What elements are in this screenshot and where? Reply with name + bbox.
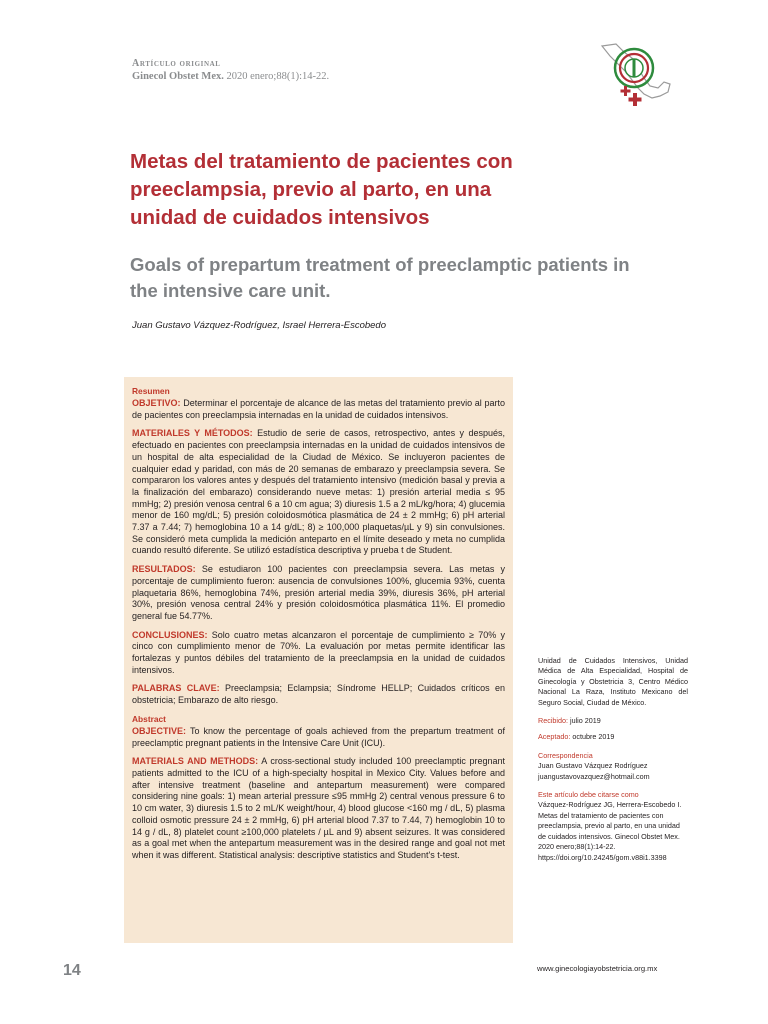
conclusiones-label: CONCLUSIONES: [132,629,208,640]
resumen-heading: Resumen [132,386,170,396]
objective-paragraph [132,726,505,749]
palabras-clave-paragraph [132,683,505,706]
metodos-paragraph [132,428,505,557]
title-english: Goals of prepartum treatment of preeclamptic patients in the intensive care unit. [130,254,630,301]
conclusiones-text: Solo cuatro metas alcanzaron el porcentaje de cumplimiento ≥ 70% y cinco con cumplimiento menor de 70%. La evaluación por metas permite identificar las fortalezas y puntos débiles del tratamiento de la preeclampsia en la unidad de cuidados intensivos. [132,629,505,675]
correspondence-email[interactable]: juangustavovazquez@hotmail.com [538,771,650,781]
methods-text: A cross-sectional study included 100 preeclamptic pregnant patients admitted to the ICU of a high-specialty hospital in Mexico City. Values before and after intensive treatment (baseline and antepartum measurement) were compared considering nine goals: 1) mean arterial pressure ≤95 mmHg 2) central venous pressure 6 to 10 cm water, 3) diuresis 1.5 to 2 mL/K weight/hour, 4) blood glucose <160 mg / dL, 5) plasma colloid osmotic pressure 24 ± 2 mmHg, 6) pH arterial blood 7.37 to 7.44, 7) hemoglobin 10 to 14 g / dL, 8) platelet count ≥100,000 platelets / µL and 9) absent seizures. It was considered as a goal met when the antepartum measurement was in the desired range and goal not met when it was different. Statistical analysis: descriptive statistics and Student's t-test. [132,756,505,860]
accepted-date: octubre 2019 [572,732,615,742]
correspondence-label: Correspondencia [538,750,593,760]
citation-text: Vázquez-Rodríguez JG, Herrera-Escobedo I. Metas del tratamiento de pacientes con preeclampsia, previo al parto, en una unidad de cuidados intensivos. Ginecol Obstet Mex. 2020 enero;88(1):14-22. [538,800,682,852]
metodos-label: MATERIALES Y MÉTODOS: [132,428,253,439]
abstract-heading: Abstract [132,713,166,724]
sidebar-info [538,656,688,863]
palabras-clave-text: Preeclampsia; Eclampsia; Síndrome HELLP; Cuidados críticos en obstetricia; Embarazo de alto riesgo. [132,683,505,706]
cite-as-label: Este artículo debe citarse como [538,790,639,800]
objetivo-text: Determinar el porcentaje de alcance de las metas del tratamiento previo al parto de pacientes con preeclampsia internadas en la unidad de cuidados intensivos. [132,398,505,420]
methods-paragraph [132,756,505,861]
journal-url[interactable]: www.ginecologiayobstetricia.org.mx [537,964,658,973]
authors: Juan Gustavo Vázquez-Rodríguez, Israel Herrera-Escobedo [132,320,386,331]
objetivo-label: OBJETIVO: [132,398,181,408]
journal-citation [132,71,329,82]
resultados-text: Se estudiaron 100 pacientes con preeclampsia severa. Las metas y porcentaje de cumplimiento fueron: ausencia de convulsiones 100%, glucemia 93%, cuenta plaquetaria 86%, hemoglobina 74%, presión arterial media 39%, diuresis 36%, pH arterial 30%, presión venosa central 24% y presión coloidosmótica plasmática 11%. El promedio general fue 54.77%. [132,564,505,621]
received-row [538,716,688,726]
metodos-text: Estudio de serie de casos, retrospectivo, antes y después, efectuado en pacientes con preeclampsia internadas en la unidad de cuidados intensivos de un hospital de alta especialidad de la Ciudad de México. Se incluyeron pacientes de cualquier edad y paridad, con más de 20 semanas de embarazo y preeclampsia severa. Se compararon los valores antes y después del tratamiento intensivo (medición basal y previa a la finalización del embarazo) considerando nueve metas: 1) presión arterial media ≤ 95 mmHg; 2) presión venosa central 6 a 10 cm agua; 3) diuresis 1.5 a 2 mL/kg/hora; 4) glucemia menor de 160 mg/dL; 5) presión coloidosmótica plasmática de 24 ± 2 mmHg; 6) pH arterial 7.37 a 7.44; 7) hemoglobina 10 a 14 g/dL; 8) ≥ 100,000 plaquetas/µL y 9) sin convulsiones. Se consideró meta cumplida la medición anteparto en el límite deseado y meta no cumplida cuando resultó diferente. Se utilizó estadística descriptiva y prueba t de Student. [132,428,505,556]
journal-issue: 2020 enero;88(1):14-22. [226,71,330,82]
correspondence-name: Juan Gustavo Vázquez Rodríguez [538,761,648,771]
palabras-clave-label: PALABRAS CLAVE: [132,683,220,694]
doi-link[interactable]: https://doi.org/10.24245/gom.v88i1.3398 [538,852,667,862]
resultados-label: RESULTADOS: [132,564,196,575]
abstract-box [124,377,513,943]
affiliation: Unidad de Cuidados Intensivos, Unidad Médica de Alta Especialidad, Hospital de Ginecología y Obstetricia 3, Centro Médico Nacional La Raza, Instituto Mexicano del Seguro Social, Ciudad de México. [538,656,688,707]
objective-label: OBJECTIVE: [132,725,187,736]
objetivo-paragraph [132,398,505,421]
resultados-paragraph [132,564,505,623]
article-type: Artículo original [132,58,221,69]
title-spanish: Metas del tratamiento de pacientes con preeclampsia, previo al parto, en una unidad de cuidados intensivos [130,150,513,229]
accepted-label: Aceptado: [538,732,571,742]
objective-text: To know the percentage of goals achieved from the prepartum treatment of preeclamptic pregnant patients in the Intensive Care Unit (ICU). [132,725,505,748]
received-date: julio 2019 [569,716,601,726]
methods-label: MATERIALS AND METHODS: [132,756,259,767]
received-label: Recibido: [538,716,568,726]
conclusiones-paragraph [132,630,505,677]
society-logo-icon [598,38,674,110]
accepted-row [538,732,688,742]
page-number: 14 [63,962,81,979]
journal-name: Ginecol Obstet Mex. [132,71,224,82]
